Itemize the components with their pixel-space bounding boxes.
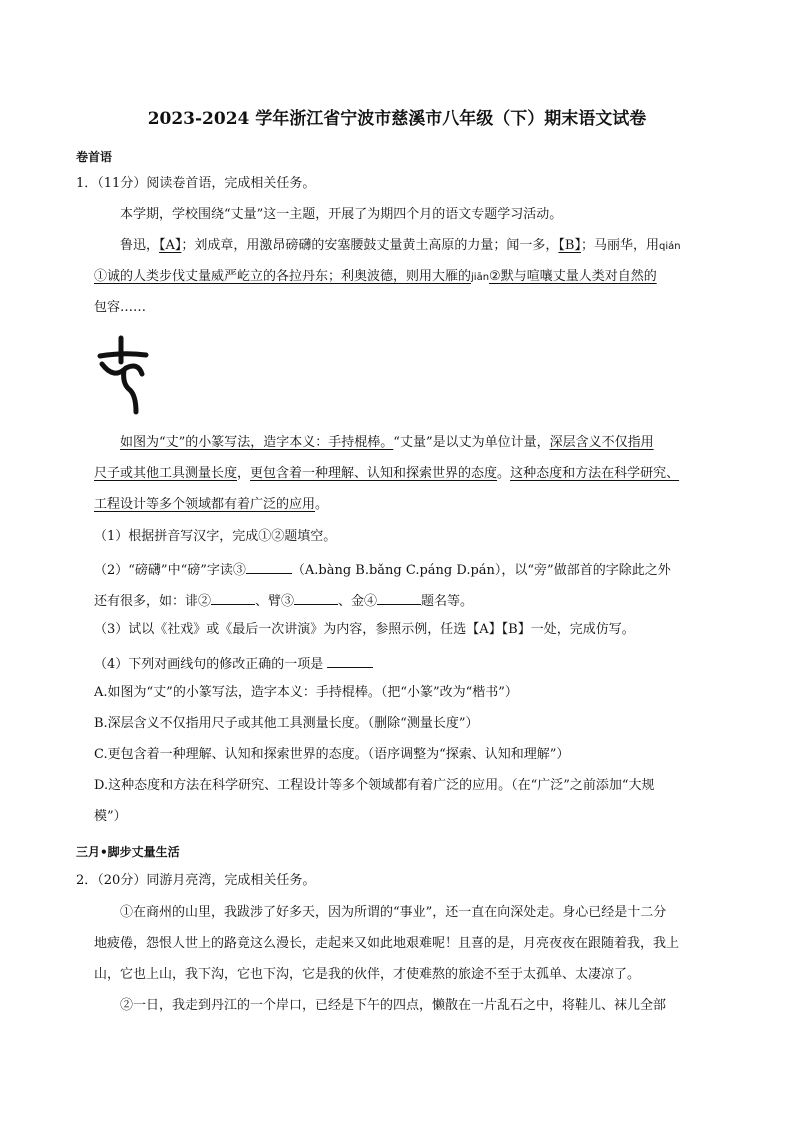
exam-title: 2023-2024 学年浙江省宁波市慈溪市八年级（下）期末语文试卷 [147, 109, 647, 129]
answer-blank-4[interactable] [377, 592, 421, 605]
q2-paragraph-1-line-3: 山，它也上山，我下沟，它也下沟，它是我的伙伴，才使难熬的旅途不至于太孤单、太凄凉了。 [94, 967, 641, 982]
underline-sentence-c: 更包含着一种理解、认知和探索世界的态度 [250, 466, 498, 481]
underline-sentence-b1: 深层含义不仅指用 [549, 435, 654, 450]
p5-text-2: ， [237, 466, 251, 481]
sq2-text-f: 题名等。 [421, 594, 474, 609]
mark-b: 【B】 [558, 238, 581, 253]
option-b: B.深层含义不仅指用尺子或其他工具测量长度。（删除“测量长度”） [94, 716, 479, 731]
subquestion-2-line-2 [94, 592, 473, 608]
q1-paragraph-3 [94, 270, 657, 283]
sq2-text-c: 还有很多，如：诽② [94, 594, 212, 609]
q2-paragraph-1-line-2: 地疲倦，怨恨人世上的路竟这么漫长，走起来又如此地艰难呢！且喜的是，月亮夜夜在跟随着我，我上 [94, 936, 680, 951]
subquestion-3: （3）试以《社戏》或《最后一次讲演》为内容，参照示例，任选【A】【B】一处，完成仿写。 [94, 622, 635, 637]
option-c: C.更包含着一种理解、认知和探索世界的态度。（语序调整为“探索、认知和理解”） [94, 747, 570, 762]
option-d: D.这种态度和方法在科学研究、工程设计等多个领域都有着广泛的应用。（在“广泛”之前添加“大规 [94, 778, 655, 793]
q1-paragraph-5-line-1 [120, 436, 654, 449]
mark-a: 【A】 [159, 238, 182, 253]
p5-text-1: “丈量”是以丈为单位计量， [393, 435, 550, 450]
q1-paragraph-5-line-2 [94, 467, 679, 480]
sq2-text-e: 、金④ [338, 594, 378, 609]
question-2-heading: 2．（20分）同游月亮湾，完成相关任务。 [76, 873, 316, 888]
q2-paragraph-2: ②一日，我走到丹江的一个岸口，已经是下午的四点，懒散在一片乱石之中，将鞋儿、袜儿全部 [120, 998, 667, 1013]
q1-paragraph-5-line-3 [94, 498, 328, 511]
p3-text-b: ②默与喧嚷丈量人类对自然的 [489, 269, 657, 284]
p2-text-b: ；刘成章，用激昂磅礴的安塞腰鼓丈量黄土高原的力量；闻一多， [181, 238, 559, 253]
sq4-text: （4）下列对画线句的修改正确的一项是 [94, 657, 324, 672]
question-1-heading: 1．（11分）阅读卷首语，完成相关任务。 [76, 176, 316, 191]
answer-blank-choice[interactable] [327, 655, 373, 668]
p2-text-a: 鲁迅， [120, 238, 160, 253]
answer-blank-3[interactable] [246, 561, 292, 574]
section-heading-2: 三月•脚步丈量生活 [76, 845, 180, 859]
underline-sentence-b2: 尺子或其他工具测量长度 [94, 466, 238, 481]
sq2-text-b: （A.bàng B.bǎng C.páng D.pán），以“旁”做部首的字除此之外 [291, 563, 671, 578]
section-heading-1: 卷首语 [76, 150, 113, 164]
pinyin-jian: jiān [471, 272, 490, 283]
underline-sentence-a: 如图为“丈”的小篆写法，造字本义：手持棍棒。 [120, 435, 394, 450]
sq2-text-d: 、臂③ [255, 594, 295, 609]
pinyin-qian: qián [659, 241, 681, 252]
p3-text-a: ①诚的人类步伐丈量威严屹立的各拉丹东；利奥波德，则用大雁的 [94, 269, 472, 284]
sq2-text-a: （2）“磅礴”中“磅”字读③ [94, 563, 246, 578]
p2-text-c: ；马丽华，用 [580, 238, 659, 253]
q1-paragraph-4: 包容…… [94, 300, 147, 315]
underline-sentence-d2: 工程设计等多个领域都有着广泛的应用 [94, 497, 316, 512]
q2-paragraph-1: ①在商州的山里，我跋涉了好多天，因为所谓的“事业”，还一直在向深处走。身心已经是十二分 [120, 905, 667, 920]
subquestion-4 [94, 655, 373, 671]
answer-blank-3b[interactable] [294, 592, 338, 605]
option-d-cont: 模”） [94, 809, 127, 824]
p5-text-4: 。 [315, 497, 329, 512]
answer-blank-2[interactable] [211, 592, 255, 605]
p5-text-3: 。 [497, 466, 511, 481]
q1-paragraph-2 [120, 239, 681, 252]
underline-sentence-d1: 这种态度和方法在科学研究、 [510, 466, 680, 481]
seal-script-zhang-image [94, 334, 154, 418]
subquestion-1: （1）根据拼音写汉字，完成①②题填空。 [94, 529, 337, 544]
subquestion-2 [94, 561, 671, 577]
option-a: A.如图为“丈”的小篆写法，造字本义：手持棍棒。（把“小篆”改为“楷书”） [94, 685, 518, 700]
q1-paragraph-1: 本学期，学校围绕“丈量”这一主题，开展了为期四个月的语文专题学习活动。 [120, 207, 563, 222]
